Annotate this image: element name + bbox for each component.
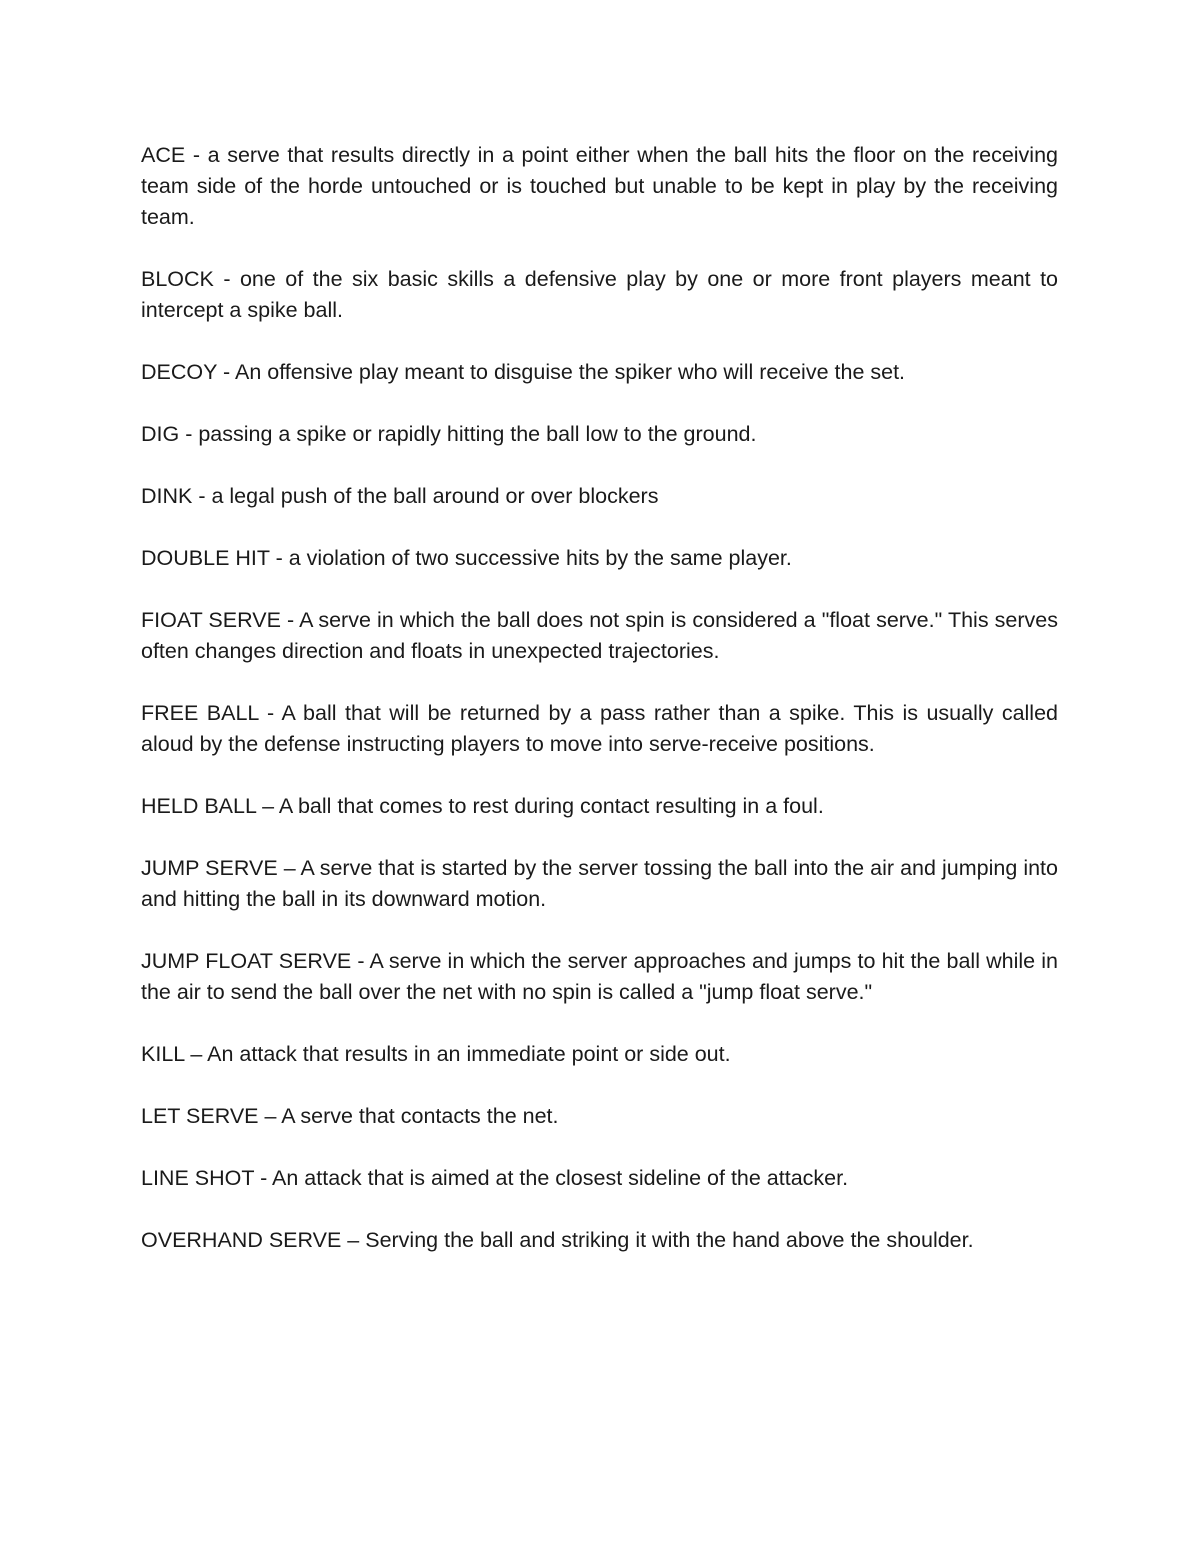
- entry-block: BLOCK - one of the six basic skills a defensive play by one or more front players meant to intercept a spike ball.: [141, 267, 1058, 322]
- entry-jump-float-serve: JUMP FLOAT SERVE - A serve in which the server approaches and jumps to hit the ball while in the air to send the ball over the net with no spin is called a "jump float serve.": [141, 949, 1058, 1004]
- entry-let-serve: LET SERVE – A serve that contacts the net.: [141, 1104, 559, 1128]
- entry-double-hit: DOUBLE HIT - a violation of two successive hits by the same player.: [141, 546, 792, 570]
- entry-decoy: DECOY - An offensive play meant to disguise the spiker who will receive the set.: [141, 360, 906, 384]
- entry-kill: KILL – An attack that results in an immediate point or side out.: [141, 1042, 731, 1066]
- entry-ace: ACE - a serve that results directly in a point either when the ball hits the floor on the receiving team side of the horde untouched or is touched but unable to be kept in play by the receiving team.: [141, 143, 1058, 229]
- entry-held-ball: HELD BALL – A ball that comes to rest during contact resulting in a foul.: [141, 794, 824, 818]
- entry-float-serve: FIOAT SERVE - A serve in which the ball does not spin is considered a "float serve." This serves often changes direction and floats in unexpected trajectories.: [141, 608, 1058, 663]
- entry-dink: DINK - a legal push of the ball around or over blockers: [141, 484, 659, 508]
- entry-line-shot: LINE SHOT - An attack that is aimed at the closest sideline of the attacker.: [141, 1166, 849, 1190]
- entry-jump-serve: JUMP SERVE – A serve that is started by the server tossing the ball into the air and jumping into and hitting the ball in its downward motion.: [141, 856, 1058, 911]
- glossary-page: [141, 140, 1058, 1287]
- entry-dig: DIG - passing a spike or rapidly hitting the ball low to the ground.: [141, 422, 757, 446]
- entry-overhand-serve: OVERHAND SERVE – Serving the ball and striking it with the hand above the shoulder.: [141, 1228, 974, 1252]
- entry-free-ball: FREE BALL - A ball that will be returned by a pass rather than a spike. This is usually called aloud by the defense instructing players to move into serve-receive positions.: [141, 701, 1058, 756]
